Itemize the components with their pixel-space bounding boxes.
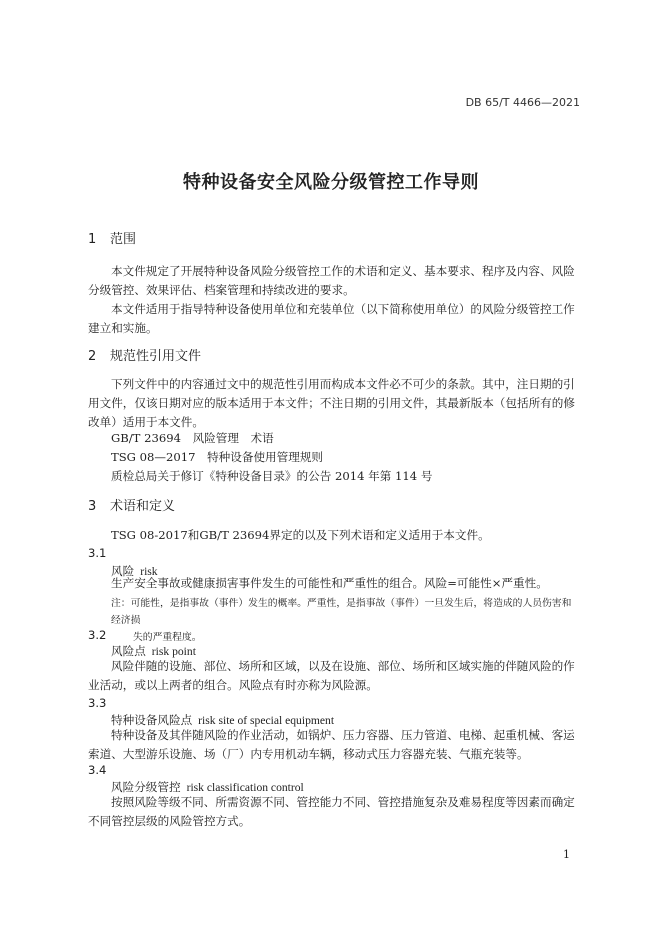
section-title: 范围 [110, 232, 137, 247]
term-number: 3.4 [88, 763, 107, 777]
section-2-heading [88, 345, 201, 364]
term-definition: 生产安全事故或健康损害事件发生的可能性和严重性的组合。风险=可能性×严重性。 [111, 576, 548, 590]
section-title: 术语和定义 [110, 499, 176, 514]
section-3-intro: TSG 08-2017和GB/T 23694界定的以及下列术语和定义适用于本文件。 [111, 528, 490, 542]
term-number: 3.1 [88, 546, 107, 560]
term-number: 3.2 [88, 628, 107, 642]
standard-code: DB 65/T 4466—2021 [465, 96, 580, 109]
term-en: risk site of special equipment [198, 714, 335, 727]
section-number: 3 [88, 499, 97, 514]
reference-item: GB/T 23694 风险管理 术语 [111, 431, 274, 445]
term-definition: 风险伴随的设施、部位、场所和区域，以及在设施、部位、场所和区域实施的伴随风险的作业活动，或以上两者的组合。风险点有时亦称为风险源。 [88, 659, 575, 692]
note-line: 注：可能性，是指事故（事件）发生的概率。严重性，是指事故（事件）一旦发生后，将造成的人员伤害和经济损 [111, 598, 572, 626]
section-2-paragraph: 下列文件中的内容通过文中的规范性引用而构成本文件必不可少的条款。其中，注日期的引用文件，仅该日期对应的版本适用于本文件；不注日期的引用文件，其最新版本（包括所有的修改单）适用于本文件。 [88, 377, 575, 429]
document-title: 特种设备安全风险分级管控工作导则 [183, 172, 479, 193]
term-definition: 特种设备及其伴随风险的作业活动，如锅炉、压力容器、压力管道、电梯、起重机械、客运索道、大型游乐设施、场（厂）内专用机动车辆，移动式压力容器充装、气瓶充装等。 [88, 728, 575, 761]
term-zh: 特种设备风险点 [111, 713, 193, 727]
reference-item: 质检总局关于修订《特种设备目录》的公告 2014 年第 114 号 [111, 469, 433, 483]
page-number: 1 [563, 848, 570, 861]
term-note [111, 595, 581, 646]
note-line: 失的严重程度。 [133, 632, 202, 643]
section-1-paragraph-1: 本文件规定了开展特种设备风险分级管控工作的术语和定义、基本要求、程序及内容、风险分级管控、效果评估、档案管理和持续改进的要求。 [88, 264, 575, 297]
term-en: risk point [151, 645, 196, 658]
section-title: 规范性引用文件 [110, 349, 202, 364]
term-definition: 按照风险等级不同、所需资源不同、管控能力不同、管控措施复杂及难易程度等因素而确定不同管控层级的风险管控方式。 [88, 795, 575, 828]
term-zh: 风险分级管控 [111, 780, 181, 794]
section-number: 1 [88, 232, 97, 247]
section-1-heading [88, 228, 136, 247]
section-3-heading [88, 495, 175, 514]
section-1-paragraph-2: 本文件适用于指导特种设备使用单位和充装单位（以下简称使用单位）的风险分级管控工作建立和实施。 [88, 302, 575, 335]
term-number: 3.3 [88, 696, 107, 710]
term-en: risk [140, 565, 158, 578]
term-zh: 风险点 [111, 644, 146, 658]
term-zh: 风险 [111, 564, 135, 578]
reference-item: TSG 08—2017 特种设备使用管理规则 [111, 450, 324, 464]
term-en: risk classification control [186, 781, 304, 794]
section-number: 2 [88, 349, 97, 364]
